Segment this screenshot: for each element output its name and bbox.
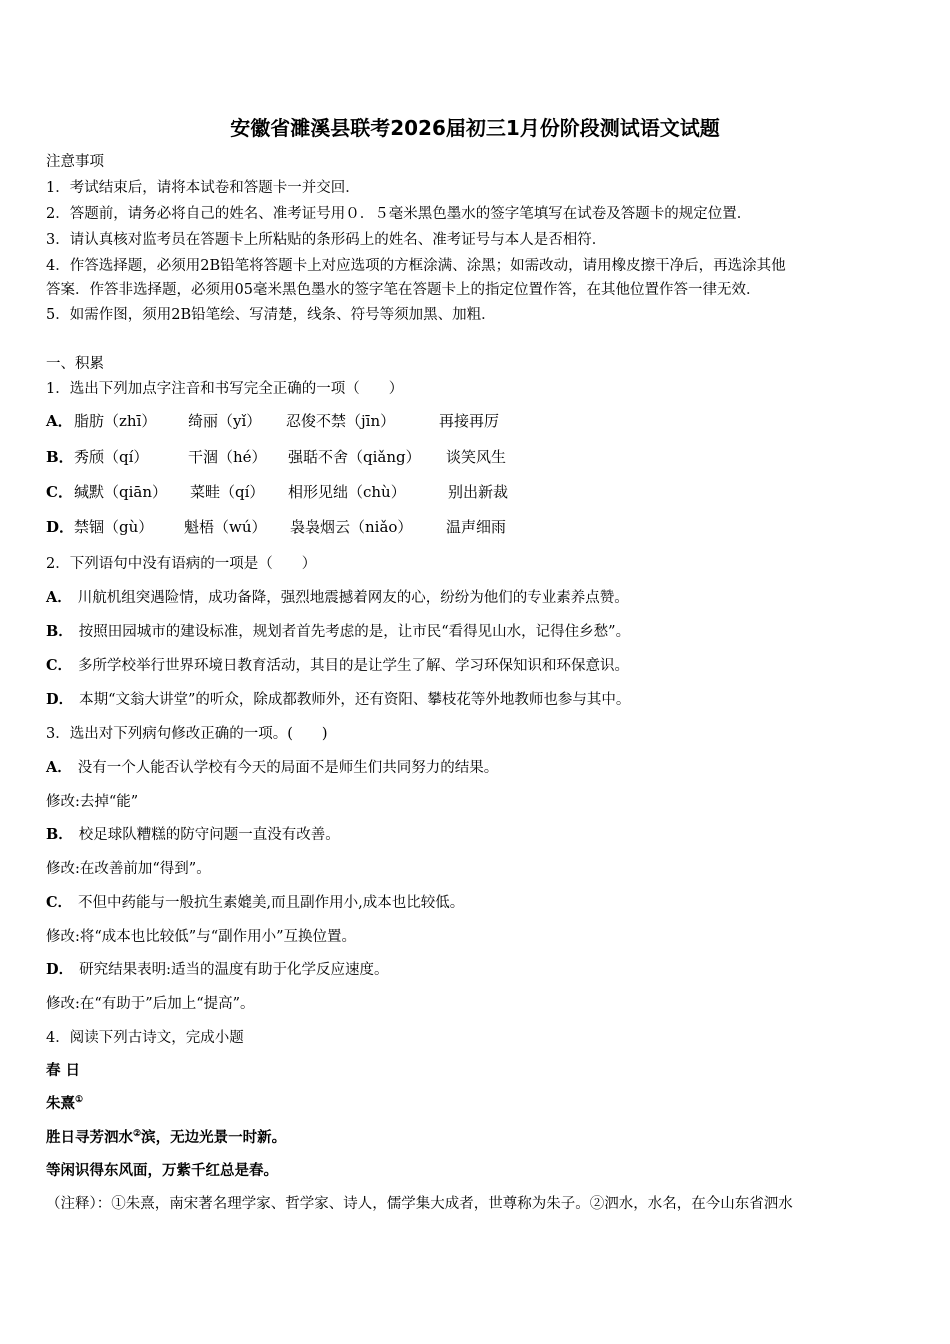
q3-option-d	[46, 958, 388, 979]
option-word-4: 再接再厉	[439, 412, 500, 430]
q3-fix-c: 修改:将“成本也比较低”与“副作用小”互换位置。	[46, 929, 357, 945]
poem-line-2: 等闲识得东风面，万紫千红总是春。	[46, 1162, 278, 1179]
option-label: D．	[46, 961, 74, 978]
q2-option-b	[46, 620, 630, 641]
poem-note-marker: ②	[133, 1129, 142, 1140]
option-word-2: 干涸（hé）	[188, 448, 267, 466]
q3-fix-d: 修改:在“有助于”后加上“提高”。	[46, 996, 255, 1012]
poem-line-1	[46, 1126, 286, 1147]
q2-option-d	[46, 688, 630, 709]
author-name: 朱熹	[46, 1095, 75, 1112]
option-text: 研究结果表明:适当的温度有助于化学反应速度。	[79, 962, 389, 978]
poem-line-1-a: 胜日寻芳泗水	[46, 1129, 133, 1146]
q3-fix-b: 修改:在改善前加“得到”。	[46, 861, 211, 877]
option-word-2: 菜畦（qí）	[190, 483, 265, 501]
option-word-2: 魁梧（wú）	[184, 518, 267, 536]
option-word-1: 缄默（qiān）	[74, 483, 168, 501]
q1-stem: 1．选出下列加点字注音和书写完全正确的一项（ ）	[46, 381, 404, 397]
option-word-4: 谈笑风生	[446, 448, 507, 466]
option-label: C．	[46, 894, 73, 911]
option-word-1: 脂肪（zhī）	[74, 412, 157, 430]
option-label: B．	[46, 448, 74, 466]
q3-option-b	[46, 823, 340, 844]
option-label: B．	[46, 826, 73, 843]
q4-stem: 4．阅读下列古诗文，完成小题	[46, 1030, 244, 1046]
q2-option-a	[46, 586, 629, 607]
option-label: C．	[46, 657, 73, 674]
option-word-4: 别出新裁	[448, 483, 509, 501]
option-text: 校足球队糟糕的防守问题一直没有改善。	[78, 827, 340, 843]
option-word-3: 相形见绌（chù）	[288, 483, 406, 501]
option-word-3: 强聒不舍（qiǎng）	[288, 448, 421, 466]
option-label: A．	[46, 759, 72, 776]
q3-fix-a: 修改:去掉“能”	[46, 794, 139, 810]
poem-line-1-b: 滨，无边光景一时新。	[141, 1129, 287, 1146]
notice-item-1: 1．考试结束后，请将本试卷和答题卡一并交回．	[46, 180, 360, 196]
notice-item-4: 4．作答选择题，必须用2B铅笔将答题卡上对应选项的方框涂满、涂黑；如需改动，请用橡皮擦干净后，再选涂其他	[46, 258, 786, 274]
author-note-marker: ①	[75, 1095, 84, 1106]
option-label: C．	[46, 483, 73, 501]
option-word-3: 忍俊不禁（jīn）	[286, 412, 396, 430]
section-heading: 一、积累	[46, 356, 104, 372]
poem-author	[46, 1092, 83, 1113]
poem-title: 春 日	[46, 1062, 81, 1079]
option-label: D．	[46, 691, 74, 708]
poem-annotation: （注释）：①朱熹，南宋著名理学家、哲学家、诗人，儒学集大成者，世尊称为朱子。②泗水，水名，在今山东省泗水	[46, 1196, 793, 1212]
notice-item-4-cont: 答案．作答非选择题，必须用05毫米黑色墨水的签字笔在答题卡上的指定位置作答，在其他位置作答一律无效．	[46, 282, 761, 298]
notice-heading: 注意事项	[46, 154, 104, 170]
option-text: 没有一个人能否认学校有今天的局面不是师生们共同努力的结果。	[77, 760, 499, 776]
option-label: B．	[46, 623, 73, 640]
notice-item-3: 3．请认真核对监考员在答题卡上所粘贴的条形码上的姓名、准考证号与本人是否相符．	[46, 232, 607, 248]
q3-option-c	[46, 891, 464, 912]
option-word-3: 袅袅烟云（niǎo）	[290, 518, 413, 536]
option-label: A．	[46, 412, 73, 430]
notice-item-5: 5．如需作图，须用2B铅笔绘、写清楚，线条、符号等须加黑、加粗．	[46, 307, 496, 323]
option-word-1: 秀颀（qí）	[74, 448, 149, 466]
option-label: A．	[46, 589, 72, 606]
notice-item-2: 2．答题前，请务必将自己的姓名、准考证号用０．５毫米黑色墨水的签字笔填写在试卷及答题卡的规定位置．	[46, 206, 752, 222]
option-text: 川航机组突遇险情，成功备降，强烈地震撼着网友的心，纷纷为他们的专业素养点赞。	[77, 590, 629, 606]
option-word-2: 绮丽（yǐ）	[188, 412, 262, 430]
q3-option-a	[46, 756, 498, 777]
q3-stem: 3．选出对下列病句修改正确的一项。( )	[46, 726, 328, 742]
option-text: 按照田园城市的建设标准，规划者首先考虑的是，让市民“看得见山水，记得住乡愁”。	[78, 624, 631, 640]
option-label: D．	[46, 518, 75, 536]
q2-option-c	[46, 654, 629, 675]
option-text: 多所学校举行世界环境日教育活动，其目的是让学生了解、学习环保知识和环保意识。	[78, 658, 630, 674]
option-text: 不但中药能与一般抗生素媲美,而且副作用小,成本也比较低。	[78, 895, 465, 911]
q2-stem: 2．下列语句中没有语病的一项是（ ）	[46, 556, 317, 572]
option-word-4: 温声细雨	[446, 518, 507, 536]
page-title: 安徽省濉溪县联考2026届初三1月份阶段测试语文试题	[230, 116, 720, 140]
option-word-1: 禁锢（gù）	[74, 518, 154, 536]
option-text: 本期“文翁大讲堂”的听众，除成都教师外，还有资阳、攀枝花等外地教师也参与其中。	[79, 692, 631, 708]
